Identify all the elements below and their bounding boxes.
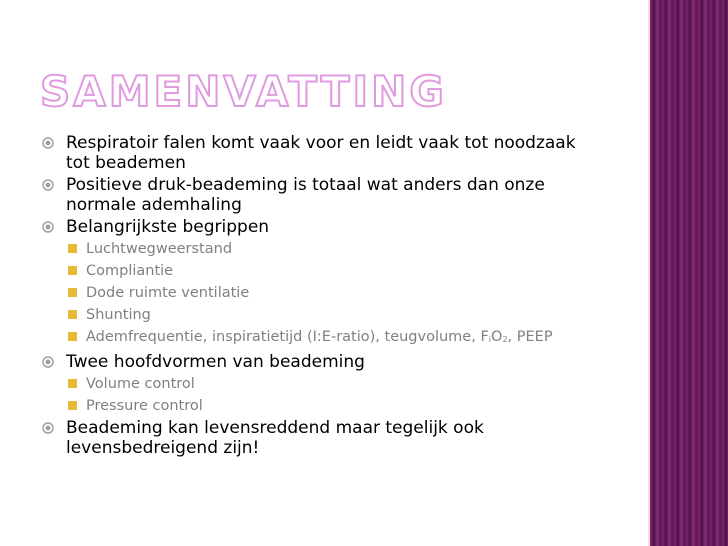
- sub-bullet-item: [40, 283, 600, 303]
- square-bullet-icon: [68, 332, 77, 341]
- sub-bullet-item: [40, 239, 600, 259]
- bullet-item: [40, 175, 600, 215]
- bullet-item: [40, 217, 600, 237]
- bullet-text: Positieve druk-beademing is totaal wat anders dan onze normale ademhaling: [66, 175, 545, 215]
- sub-bullet-item: [40, 396, 600, 416]
- slide-title: SAMENVATTING: [40, 67, 447, 116]
- sub-bullet-text: Pressure control: [86, 398, 203, 414]
- bullet-text: Beademing kan levensreddend maar tegelijk ook levensbedreigend zijn!: [66, 418, 484, 458]
- square-bullet-icon: [68, 401, 77, 410]
- sub-bullet-item: [40, 374, 600, 394]
- square-bullet-icon: [68, 266, 77, 275]
- sub-bullet-item: [40, 261, 600, 281]
- sub-bullet-item: [40, 327, 600, 350]
- circle-bullet-icon: [42, 356, 54, 368]
- bullet-item: [40, 352, 600, 372]
- bullet-text: Belangrijkste begrippen: [66, 217, 270, 237]
- sub-bullet-item: [40, 305, 600, 325]
- decorative-side-band: [648, 0, 728, 546]
- sub-bullet-text: Volume control: [86, 376, 195, 392]
- circle-bullet-icon: [42, 221, 54, 233]
- bullet-item: [40, 133, 600, 173]
- sub-bullet-text: Shunting: [86, 307, 151, 323]
- sub-bullet-text: Luchtwegweerstand: [86, 241, 233, 257]
- bullet-list: [40, 133, 600, 460]
- bullet-text: Respiratoir falen komt vaak voor en leidt vaak tot noodzaak tot beademen: [66, 133, 576, 173]
- sub-bullet-text: Ademfrequentie, inspiratietijd (I:E-ratio), teugvolume, $F_iO_2$, PEEP: [86, 329, 553, 345]
- square-bullet-icon: [68, 310, 77, 319]
- square-bullet-icon: [68, 379, 77, 388]
- circle-bullet-icon: [42, 137, 54, 149]
- sub-bullet-text: Dode ruimte ventilatie: [86, 285, 250, 301]
- circle-bullet-icon: [42, 422, 54, 434]
- square-bullet-icon: [68, 244, 77, 253]
- bullet-item: [40, 418, 600, 458]
- circle-bullet-icon: [42, 179, 54, 191]
- square-bullet-icon: [68, 288, 77, 297]
- sub-bullet-text: Compliantie: [86, 263, 174, 279]
- bullet-text: Twee hoofdvormen van beademing: [66, 352, 365, 372]
